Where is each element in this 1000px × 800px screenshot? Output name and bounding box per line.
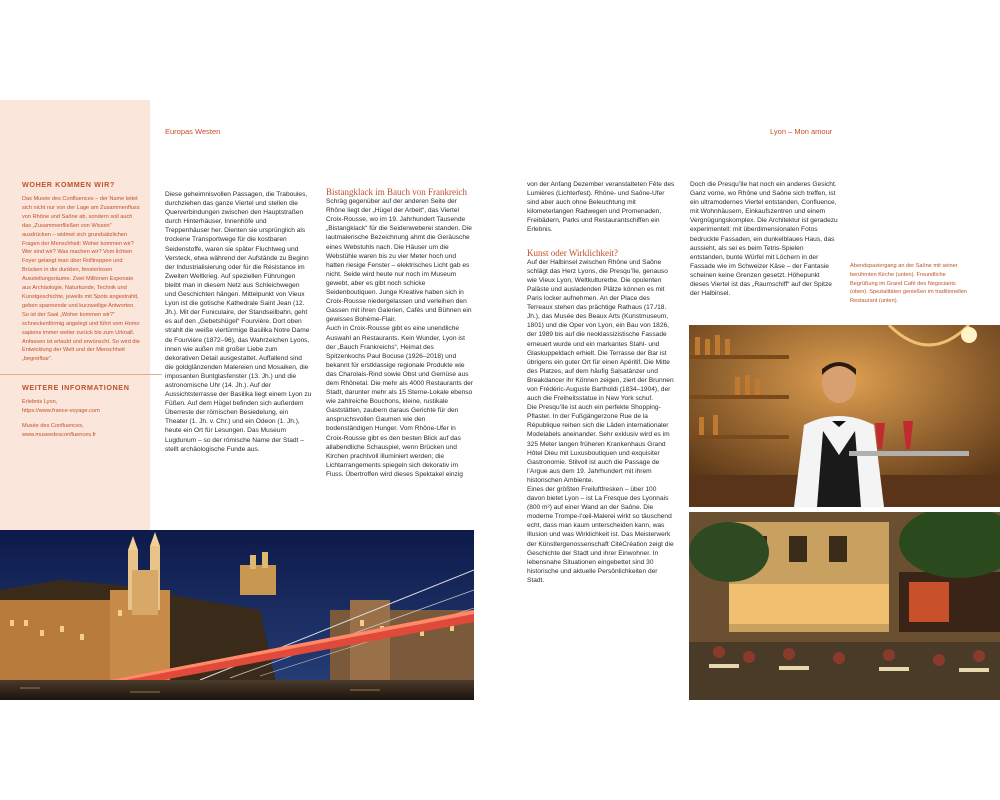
link-url[interactable]: https://www.france-voyage.com (22, 408, 100, 415)
body-paragraph: Auf der Halbinsel zwischen Rhône und Saône schlägt das Herz Lyons, die Presqu’île, genauso wie Vieux Lyon, Weltkulturerbe. Die opulenten Paläste und ausladenden Plätze können es mit Paris locker aufnehmen. An der Place des Terreaux stehen das prächtige Rathaus (17./18. Jh.), das Musée des Beaux Arts (Kunstmuseum, 1801) und die Oper von Lyon, ein Bau von 1826, der 1989 bis auf die neoklassizistische Fassade erneuert wurde und ein markantes Stahl- und Glaskuppeldach erhielt. Die Terrasse der Bar ist übrigens ein guter Ort für einen Apéritif. Die Mitte des Platzes, auf dem häufig Salsatänzer und Breakdancer ihr Können zeigen, ziert der Brunnen von Frédéric-Auguste Bartholdi (1834–1904), der auch die Freiheitsstatue in New York schuf. (527, 258, 674, 403)
sidebar-text-origin: Das Musée des Confluences – der Name leitet sich nicht nur von der Lage am Zusammenfluss von Rhône und Saône ab, sondern soll auch das „Zusammenfließen von Wissen“ ausdrücken – widmet sich grundsätzlichen Fragen der Menschheit: Woher kommen wir? Wer sind wir? Was machen wir? Vom lichten Foyer gelangt man über Rolltreppen und Brücken in die dunklen, fensterlosen Ausstellungsräume. Zwei Millionen Exponate aus Archäologie, Naturkunde, Technik und Kunstgeschichte, jeweils mit Spots angestrahlt, geben spannende und kurzweilige Antworten. So ist der Saal „Woher kommen wir?“ schneckenförmig angelegt und führt vom Homo sapiens immer weiter zurück bis zum Urknall. Anfassen ist erlaubt und erwünscht. So wird die Entwicklung der Welt und der Menschheit „begreifbar“. (22, 196, 140, 363)
sidebar-divider (0, 374, 162, 375)
body-paragraph: Auch in Croix-Rousse gibt es eine unendliche Auswahl an Restaurants. Kein Wunder, Lyon ist der „Bauch Frankreichs“, Heimat des Spitzenkochs Paul Bocuse (1926–2018) und bekannt für erstklassige regionale Produkte wie das Charolais-Rind sowie Obst und Gemüse aus dem Rhônetal. Die mehr als 4000 Restaurants der Stadt, darunter mehr als 15 Sterne-Lokale ebenso wie zahlreiche Bouchons, kleine, rustikale Gaststätten, zaubern daraus Gerichte für den anspruchsvollen Gaumen wie den bodenständigen Hunger. Vom Rhône-Ufer in Croix-Rousse gibt es den besten Blick auf das allabendliche Schauspiel, wenn Brücken und Kirchen prachtvoll illuminiert werden; die Lichtarrangements spiegeln sich dekorativ im Fluss. Übertroffen wird dieses Spektakel einzig (326, 325, 473, 478)
info-sidebar (0, 100, 150, 530)
link-name: Musée des Confluences, (22, 423, 84, 430)
body-paragraph: Eines der größten Freiluftfresken – über 100 davon bietet Lyon – ist La Fresque des Lyonnais (800 m²) auf einer Wand an der Saône. Die moderne Trompe-l’œil-Malerei wirkt so täuschend echt, dass man kaum unterscheiden kann, was Illusion und was Wirklichkeit ist. Das Meisterwerk der Künstlergenossenschaft CitéCréation zeigt die Geschichte der Stadt und ihrer Einwohner. In lebensnahe Situationen eingebettet sind 30 historische und aktuelle Persönlichkeiten der Stadt. (527, 486, 674, 584)
section-heading-bistangklack: Bistangklack im Bauch von Frankreich (326, 187, 467, 197)
photo-restaurant-terrace (689, 512, 1000, 700)
text-column-2 (326, 188, 474, 479)
text-column-4 (690, 180, 838, 298)
body-paragraph: Doch die Presqu’île hat noch ein anderes Gesicht. Ganz vorne, wo Rhône und Saône sich treffen, ist ein ultramodernes Viertel entstanden, Confluence, mit Wohnhäusern, Einkaufszentren und einem Vergnügungskomplex. Die Architektur ist geradezu experimentell: mit überdimensionalen Fotos bedruckte Fassaden, ein dunkelblaues Haus, das aussieht, als sei es beim Tetris-Spielen entstanden, bunte Würfel mit Löchern in der Fassade wie im Schweizer Käse – der Fantasie scheinen keine Grenzen gesetzt. Höhepunkt dieses Viertel ist das „Raumschiff“ auf der Spitze der Halbinsel. (690, 181, 838, 298)
body-paragraph: Schräg gegenüber auf der anderen Seite der Rhône liegt der „Hügel der Arbeit“, das Viertel Croix-Rousse, wo im 19. Jahrhundert Tausende „Bistangklack“ für die Seidenweberei standen. Die lautmalerische Bezeichnung ahmt die Geräusche eines Webstuhls nach. Die Häuser um die Webstühle waren bis zu vier Meter hoch und hatten riesige Fenster – elektrisches Licht gab es nicht. Seide wird heute nur noch im Museum gewebt, aber es gibt noch schicke Seidenboutiquen. Junge Kreative haben sich in Croix-Rousse niedergelassen und verleihen den Gassen mit ihren Galerien, Cafés und Bühnen ein gewisses Bohème-Flair. (326, 198, 472, 324)
body-paragraph: Die Presqu’île ist auch ein perfekte Shopping-Pflaster. In der Fußgängerzone Rue de la République reihen sich die Läden internationaler Modelabels aneinander. Sehr exklusiv wird es im 325 Meter langen früheren Krankenhaus Grand Hôtel Dieu mit Luxusboutiquen und exquisiter Gastronomie. Stilvoll ist auch die Passage de l’Argue aus dem 19. Jahrhundert mit ihrem historischen Ambiente. (527, 404, 670, 484)
body-paragraph: Diese geheimnisvollen Passagen, die Traboules, durchziehen das ganze Viertel und stellen die Querverbindungen zwischen den Hauptstraßen durch Hinterhäuser, Innenhöfe und Treppenhäuser her. Dienten sie ursprünglich als trockene Transportwege für die kostbaren Seidenstoffe, waren sie später Fluchtweg und Versteck, etwa während der Aufstände zu Beginn der Industrialisierung oder für die Résistance im Zweiten Weltkrieg. Auf speziellen Führungen bleibt man in diesem Netz aus Schleichwegen und Geschichten hängen. Mittelpunkt von Vieux Lyon ist die gotische Kathedrale Saint Jean (12. Jh.). Mit der Funiculaire, der Standseilbahn, geht es auf den „Gebetshügel“ Fourvière. Dort oben strahlt die weiße viertürmige Basilika Notre Dame de Fourvière (1872–96), das Wahrzeichen Lyons, innen wie außen mit großer Liebe zum dekorativen Detail ausgestattet. Auffallend sind die goldglänzenden Malereien und Mosaiken, die imposanten Buntglasfenster (13. Jh.) und die astronomische Uhr (14. Jh.). Auf der Aussichtsterrasse der Basilika liegt einem Lyon zu Füßen. Auf dem Hügel befinden sich außerdem Überreste der römischen Besiedelung, ein Theater (1. Jh. v. Chr.) und ein Odeon (1. Jh.), heute ein Ort für Lesungen. Das Museum Lugdunum – so der römische Name der Stadt – stellt archäologische Funde aus. (165, 191, 312, 453)
photo-caption: Abendspaziergang an der Saône mit seiner berühmten Kirche (unten). Freundliche Begrüßung im Grand Café des Negociants (oben). Spezialitäten genießen im traditionellen Restaurant (unten). (850, 263, 967, 305)
body-paragraph: von der Anfang Dezember veranstalteten Fête des Lumières (Lichterfest). Rhône- und Saône-Ufer sind aber auch ohne Beleuchtung mit kilometerlangen Radwegen und Promenaden, Freibädern, Parks und Restaurantschiffen ein Erlebnis. (527, 181, 675, 234)
link-url[interactable]: www.museedesconfluences.fr (22, 431, 96, 438)
text-column-1 (165, 190, 312, 454)
photo-grand-cafe-waiter (689, 325, 1000, 507)
sidebar-heading-info: WEITERE INFORMATIONEN (22, 383, 130, 393)
running-header-left: Europas Westen (165, 127, 221, 136)
sidebar-heading-origin: WOHER KOMMEN WIR? (22, 180, 115, 189)
section-heading-kunst: Kunst oder Wirklichkeit? (527, 247, 618, 258)
running-header-right: Lyon – Mon amour (770, 127, 833, 136)
sidebar-content (22, 180, 140, 446)
text-column-3 (527, 180, 675, 585)
sidebar-link-museum[interactable] (22, 422, 140, 440)
link-name: Erlebnis Lyon, (22, 399, 58, 406)
sidebar-link-erlebnis[interactable] (22, 398, 140, 416)
photo-saone-night (0, 530, 474, 700)
